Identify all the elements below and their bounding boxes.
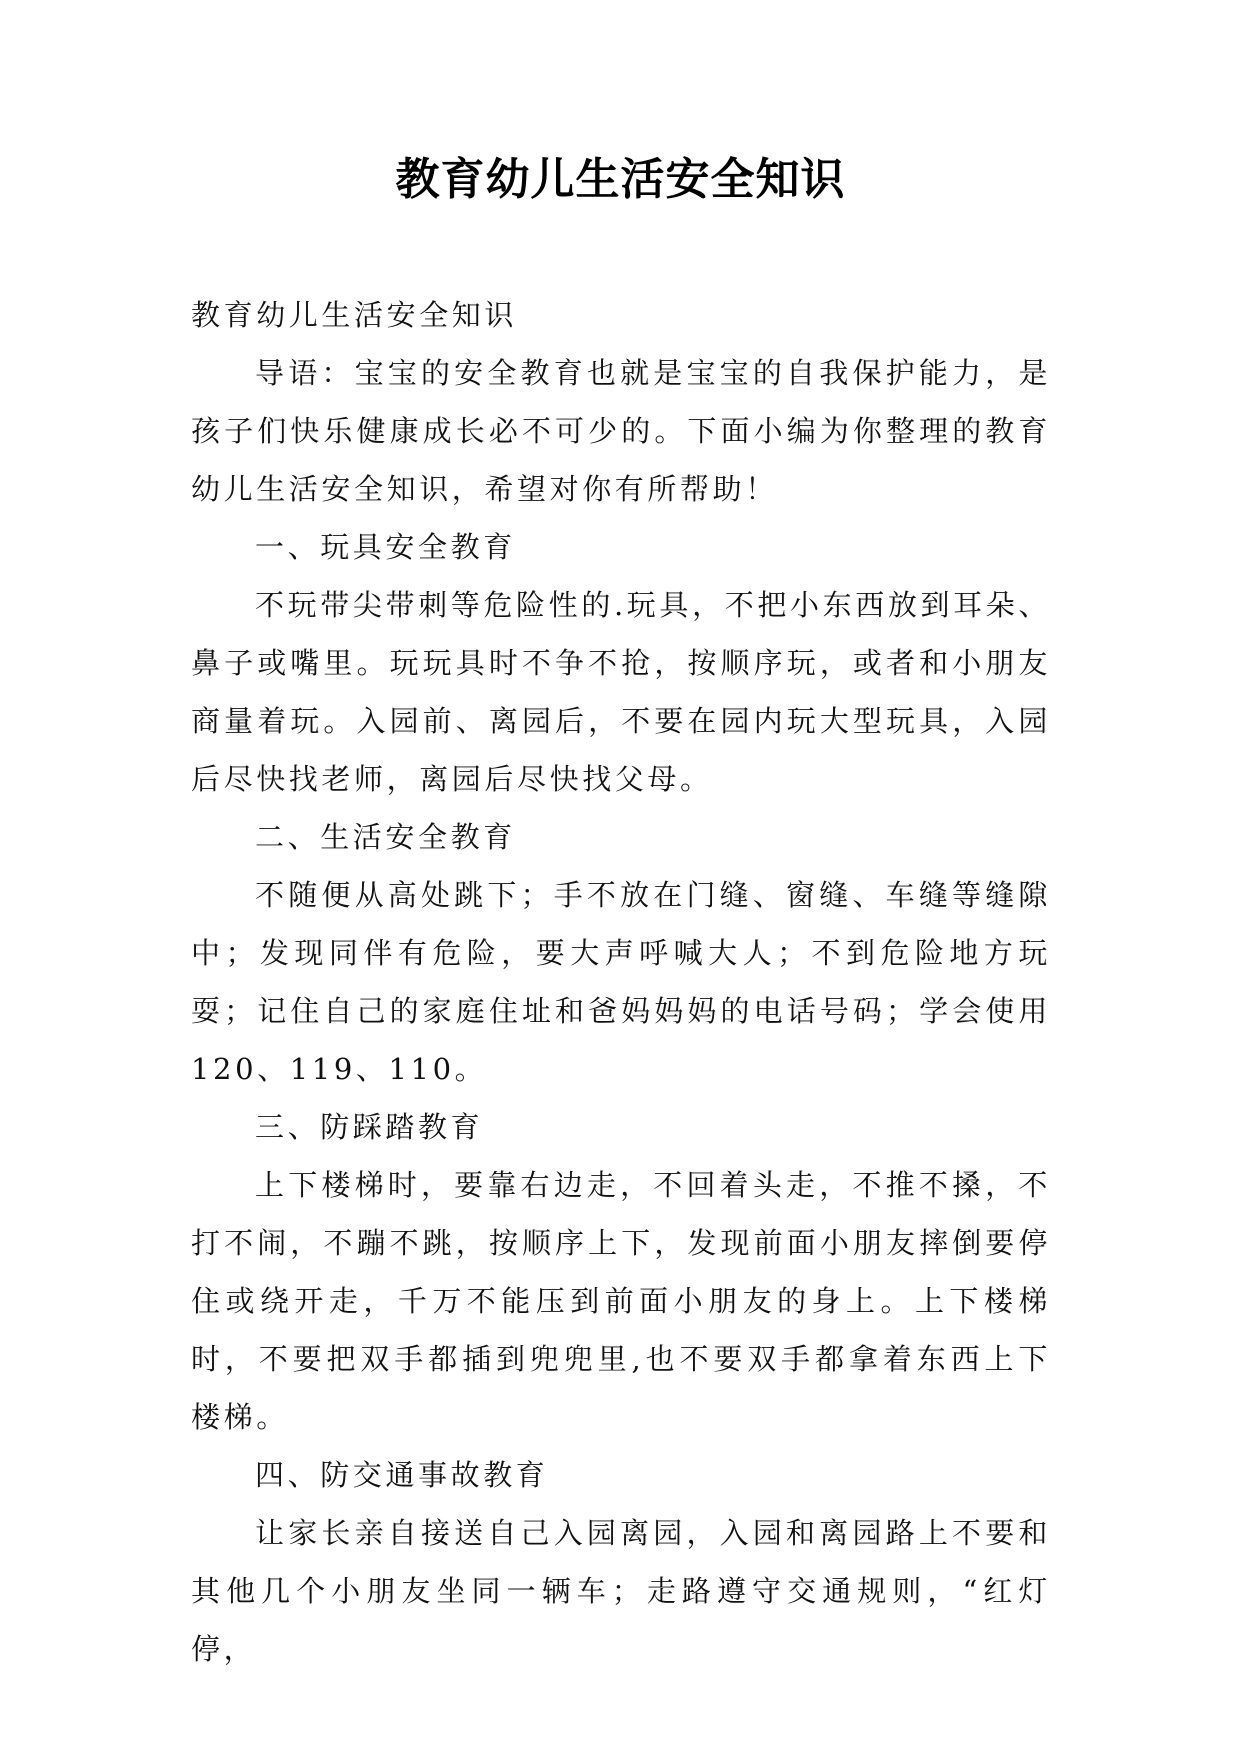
traffic-paragraph: 让家长亲自接送自己入园离园，入园和离园路上不要和其他几个小朋友坐同一辆车；走路遵守交通规则，“红灯停， (191, 1516, 1051, 1666)
section-heading-toys: 一、玩具安全教育 (255, 530, 516, 564)
section-heading-traffic: 四、防交通事故教育 (255, 1458, 549, 1492)
daily-life-paragraph: 不随便从高处跳下；手不放在门缝、窗缝、车缝等缝隙中；发现同伴有危险，要大声呼喊大人；不到危险地方玩耍；记住自己的家庭住址和爸妈妈妈的电话号码；学会使用 120、119、110。 (191, 878, 1051, 1086)
intro-paragraph: 导语：宝宝的安全教育也就是宝宝的自我保护能力，是孩子们快乐健康成长必不可少的。下面小编为你整理的教育幼儿生活安全知识，希望对你有所帮助！ (191, 356, 1051, 506)
toys-paragraph: 不玩带尖带刺等危险性的.玩具，不把小东西放到耳朵、鼻子或嘴里。玩玩具时不争不抢，按顺序玩，或者和小朋友商量着玩。入园前、离园后，不要在园内玩大型玩具，入园后尽快找老师，离园后尽快找父母。 (191, 588, 1051, 796)
document-title: 教育幼儿生活安全知识 (395, 154, 846, 205)
subtitle-paragraph: 教育幼儿生活安全知识 (191, 298, 518, 332)
section-heading-stampede: 三、防踩踏教育 (255, 1110, 484, 1144)
section-heading-daily-life: 二、生活安全教育 (255, 820, 516, 854)
stampede-paragraph: 上下楼梯时，要靠右边走，不回着头走，不推不搡，不打不闹，不蹦不跳，按顺序上下，发现前面小朋友摔倒要停住或绕开走，千万不能压到前面小朋友的身上。上下楼梯时，不要把双手都插到兜兜里,也不要双手都拿着东西上下楼梯。 (191, 1168, 1051, 1434)
document-body (191, 286, 1051, 1678)
